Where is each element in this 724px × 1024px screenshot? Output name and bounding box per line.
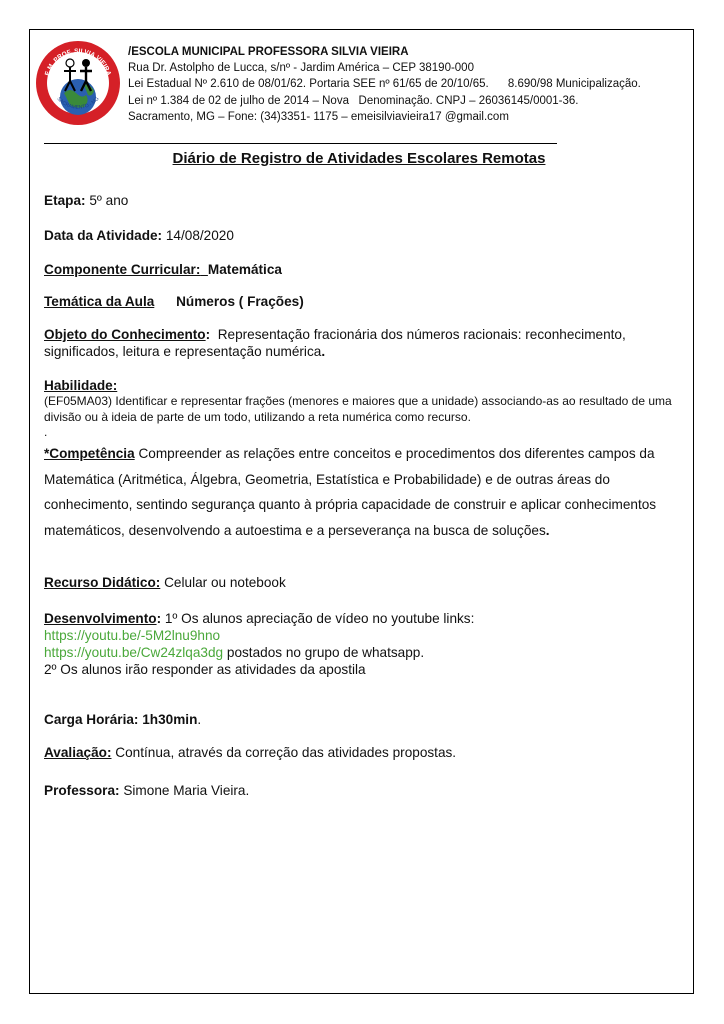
recurso-label: Recurso Didático: (44, 575, 161, 590)
tematica-label: Temática da Aula (44, 294, 155, 309)
etapa-row (44, 192, 684, 209)
youtube-link-1[interactable]: https://youtu.be/-5M2lnu9hno (44, 628, 221, 643)
etapa-value: 5º ano (89, 193, 129, 208)
componente-row (44, 261, 684, 278)
school-name: /ESCOLA MUNICIPAL PROFESSORA SILVIA VIEIRA (128, 46, 409, 58)
objeto-row: Objeto do Conhecimento: Representação fracionária dos números racionais: reconhecimento, significados, leitura e representação numérica. (44, 327, 626, 359)
competencia-row: *Competência Compreender as relações entre conceitos e procedimentos dos diferentes campos da Matemática (Aritmética, Álgebra, Geometria, Estatística e Probabilidade) e de outras áreas do conhecimento, sentindo segurança quanto à própria capacidade de construir e aplicar conhecimentos matemáticos, desenvolvendo a autoestima e a perseverança na busca de soluções. (44, 446, 657, 538)
avaliacao-row (44, 744, 684, 761)
desenvolvimento-line1: 1º Os alunos apreciação de vídeo no youtube links: (164, 611, 475, 626)
school-law-1: Lei Estadual Nº 2.610 de 08/01/62. Portaria SEE nº 61/65 de 20/10/65. 8.690/98 Municipalização. (128, 78, 641, 91)
habilidade-row (44, 377, 684, 441)
competencia-label: *Competência (44, 446, 135, 461)
componente-value: Matemática (207, 262, 282, 277)
habilidade-label: Habilidade: (44, 378, 118, 393)
professora-label: Professora: (44, 783, 120, 798)
professora-row (44, 782, 684, 799)
data-label: Data da Atividade: (44, 228, 163, 243)
objeto-value: Representação fracionária dos números racionais: reconhecimento, significados, leitura e representação numérica (44, 327, 626, 359)
carga-row: Carga Horária: 1h30min. (44, 712, 202, 727)
competencia-value: Compreender as relações entre conceitos e procedimentos dos diferentes campos da Matemática (Aritmética, Álgebra, Geometria, Estatística e Probabilidade) e de outras áreas do conhecimento, sentindo segurança quanto à própria capacidade de construir e aplicar conhecimentos matemáticos, desenvolvendo a autoestima e a perseverança na busca de soluções (44, 446, 657, 538)
logo-bottom-text: SACRAMENTO - MG (55, 96, 101, 111)
carga-value: 1h30min (142, 712, 198, 727)
desenvolvimento-line2: 2º Os alunos irão responder as atividades da apostila (44, 662, 366, 677)
avaliacao-label: Avaliação: (44, 745, 112, 760)
desenvolvimento-row: Desenvolvimento: 1º Os alunos apreciação de vídeo no youtube links: https://youtu.be/-5M2lnu9hno https://youtu.be/Cw24zlqa3dg postados no grupo de whatsapp. 2º Os alunos irão responder as atividades da apostila (44, 610, 684, 678)
avaliacao-value: Contínua, através da correção das atividades propostas. (115, 745, 457, 760)
school-header (128, 44, 641, 125)
professora-value: Simone Maria Vieira. (123, 783, 250, 798)
carga-label: Carga Horária: (44, 712, 139, 727)
objeto-label: Objeto do Conhecimento (44, 327, 206, 342)
desenvolvimento-label: Desenvolvimento (44, 611, 157, 626)
tematica-value: Números ( Frações) (176, 294, 304, 309)
school-contact: Sacramento, MG – Fone: (34)3351- 1175 – emeisilviavieira17 @gmail.com (128, 110, 509, 123)
data-row (44, 227, 684, 244)
header-divider (44, 143, 557, 144)
school-law-2: Lei nº 1.384 de 02 de julho de 2014 – Nova Denominação. CNPJ – 26036145/0001-36. (128, 94, 579, 107)
school-logo (34, 39, 122, 127)
logo-ring-text: E.M. PROF. SILVIA VIEIRA (43, 47, 113, 77)
link2-suffix: postados no grupo de whatsapp. (223, 645, 425, 660)
page-title: Diário de Registro de Atividades Escolares Remotas (172, 150, 546, 167)
recurso-value: Celular ou notebook (164, 575, 286, 590)
componente-label: Componente Curricular: (44, 262, 201, 277)
recurso-row (44, 574, 684, 591)
etapa-label: Etapa: (44, 193, 86, 208)
tematica-row (44, 293, 684, 310)
youtube-link-2[interactable]: https://youtu.be/Cw24zlqa3dg (44, 645, 224, 660)
data-value: 14/08/2020 (165, 228, 234, 243)
school-address: Rua Dr. Astolpho de Lucca, s/nº - Jardim América – CEP 38190-000 (128, 62, 474, 75)
habilidade-value: (EF05MA03) Identificar e representar frações (menores e maiores que a unidade) associando-as ao resultado de uma divisão ou à ideia de parte de um todo, utilizando a reta numérica como recurso. (44, 394, 672, 424)
habilidade-dot: . (44, 425, 48, 439)
